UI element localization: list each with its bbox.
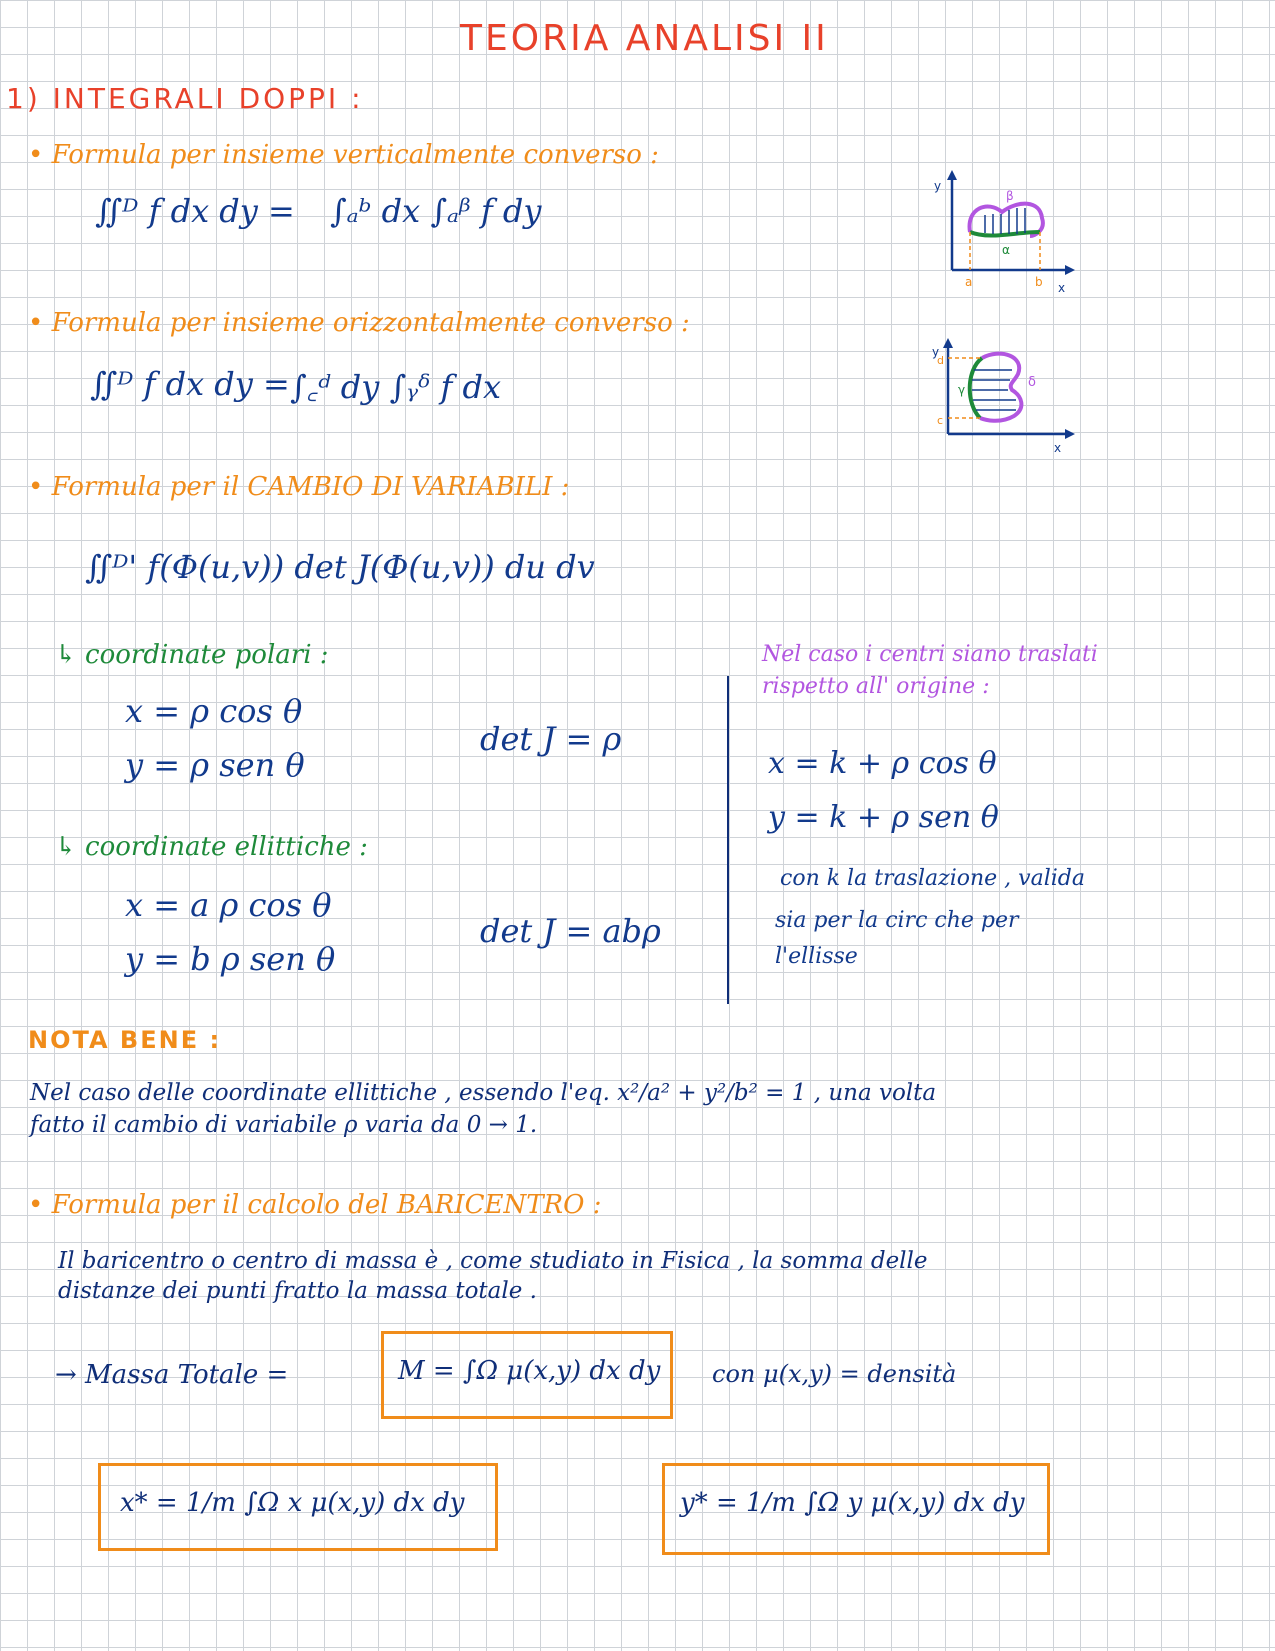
polar-heading: ↳ coordinate polari : [55,640,329,670]
polar-y: y = ρ sen θ [125,746,305,784]
formula-change-variables: ∬ᴰ' f(Φ(u,v)) det J(Φ(u,v)) du dv [85,548,595,586]
sketch2-d-label: d [937,354,944,367]
formula-horizontal-lhs: ∬ᴰ f dx dy = [90,365,290,403]
translated-note3: l'ellisse [775,944,858,969]
density-note: con μ(x,y) = densità [712,1360,957,1388]
centroid-desc2: distanze dei punti fratto la massa totale . [58,1278,537,1304]
horizontal-convex-sketch [930,338,1080,463]
x-star-formula: x* = 1/m ∫Ω x μ(x,y) dx dy [120,1488,465,1518]
polar-det: det J = ρ [480,720,622,758]
divider-line [727,676,729,1004]
nota-line2: fatto il cambio di variabile ρ varia da 0 → 1. [30,1112,538,1138]
elliptic-heading: ↳ coordinate ellittiche : [55,832,368,862]
mass-label: → Massa Totale = [55,1360,289,1390]
sketch1-y-label: y [934,179,942,193]
sketch2-delta-label: δ [1028,375,1036,390]
bullet-change-variables: • Formula per il CAMBIO DI VARIABILI : [28,472,570,502]
section-heading: 1) INTEGRALI DOPPI : [6,82,364,115]
page-title: TEORIA ANALISI II [460,18,829,59]
translated-note2: sia per la circ che per [775,908,1019,933]
nota-line1: Nel caso delle coordinate ellittiche , essendo l'eq. x²/a² + y²/b² = 1 , una volta [30,1080,937,1106]
formula-horizontal-rhs: ∫꜀ᵈ dy ∫ᵧᵟ f dx [290,368,502,406]
sketch2-gamma-label: γ [958,383,966,397]
translated-y: y = k + ρ sen θ [768,800,999,835]
elliptic-y: y = b ρ sen θ [125,940,336,978]
sketch1-a-label: a [965,275,973,289]
translated-note-line2: rispetto all' origine : [762,674,990,699]
translated-x: x = k + ρ cos θ [768,746,997,781]
sketch2-y-label: y [932,345,940,359]
sketch1-beta-label: β [1006,189,1014,203]
bullet-vertical-convex: • Formula per insieme verticalmente converso : [28,140,659,170]
formula-vertical-rhs: ∫ₐᵇ dx ∫ₐᵝ f dy [330,192,542,230]
sketch1-x-label: x [1058,281,1066,295]
mass-formula: M = ∫Ω μ(x,y) dx dy [398,1356,661,1386]
nota-bene-heading: NOTA BENE : [28,1026,222,1054]
sketch1-b-label: b [1035,275,1043,289]
bullet-horizontal-convex: • Formula per insieme orizzontalmente converso : [28,308,690,338]
y-star-formula: y* = 1/m ∫Ω y μ(x,y) dx dy [680,1488,1025,1518]
formula-vertical-lhs: ∬ᴰ f dx dy = [95,192,295,230]
sketch2-c-label: c [937,414,944,427]
sketch1-alpha-label: α [1002,243,1010,257]
translated-note-line1: Nel caso i centri siano traslati [762,642,1098,667]
translated-note1: con k la traslazione , valida [780,866,1085,891]
sketch2-x-label: x [1054,441,1062,455]
polar-x: x = ρ cos θ [125,692,303,730]
centroid-desc1: Il baricentro o centro di massa è , come studiato in Fisica , la somma delle [58,1248,928,1274]
elliptic-x: x = a ρ cos θ [125,886,332,924]
bullet-centroid: • Formula per il calcolo del BARICENTRO : [28,1190,602,1220]
vertical-convex-sketch [930,170,1080,300]
elliptic-det: det J = abρ [480,912,661,950]
